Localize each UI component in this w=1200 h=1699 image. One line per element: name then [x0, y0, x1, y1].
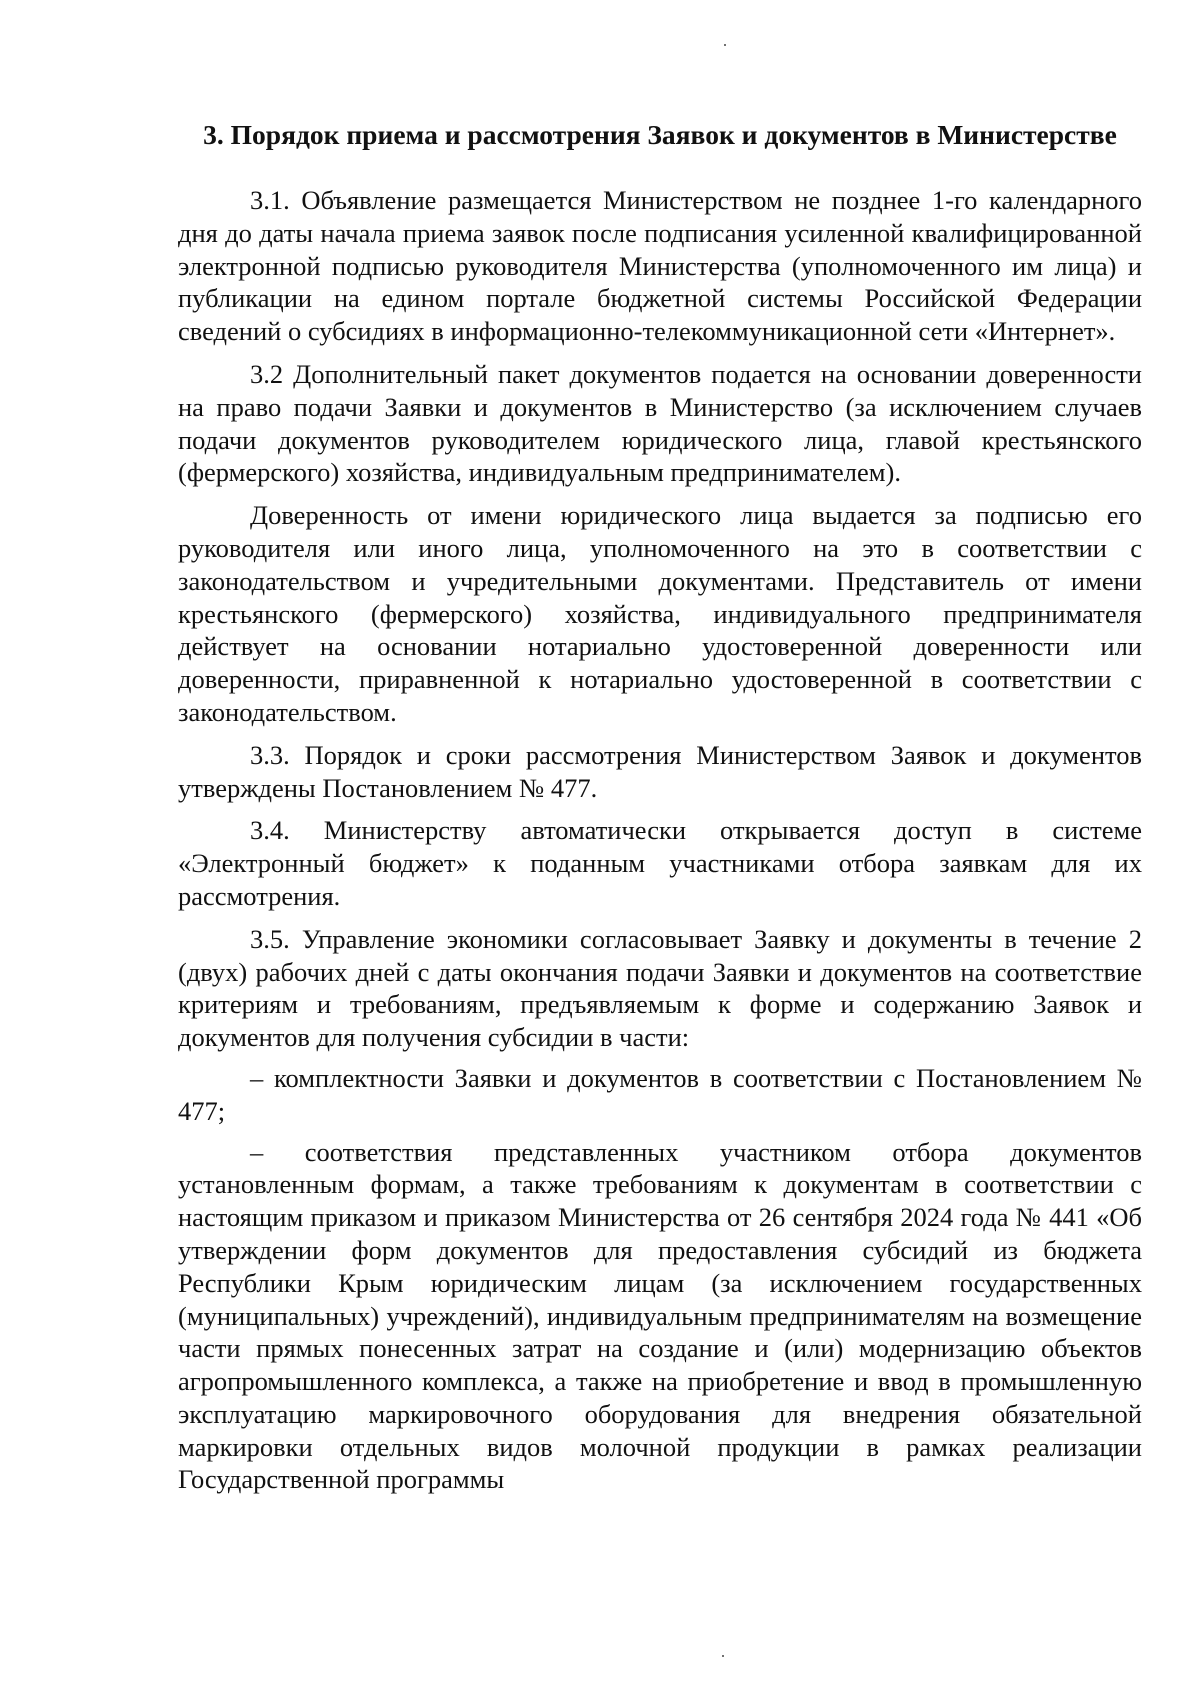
list-item-compliance: – соответствия представленных участником отбора документов установленным формам, а также требованиям к документам в соответствии с настоящим приказом и приказом Министерства от 26 сентября 2024 года № 441 «Об утверждении форм документов для предоставления субсидий из бюджета Республики Крым юридическим лицам (за исключением государственных (муниципальных) учреждений), индивидуальным предпринимателям на возмещение части прямых понесенных затрат на создание и (или) модернизацию объектов агропромышленного комплекса, а также на приобретение и ввод в промышленную эксплуатацию маркировочного оборудования для внедрения обязательной маркировки отдельных видов молочной продукции в рамках реализации Государственной программы: [178, 1136, 1142, 1495]
paragraph-3-3: 3.3. Порядок и сроки рассмотрения Министерством Заявок и документов утверждены Постановлением № 477.: [178, 739, 1142, 803]
paragraph-3-4: 3.4. Министерству автоматически открывается доступ в системе «Электронный бюджет» к поданным участниками отбора заявкам для их рассмотрения.: [178, 815, 1142, 911]
scan-speck-top: [724, 44, 726, 46]
section-heading: 3. Порядок приема и рассмотрения Заявок и документов в Министерстве: [203, 119, 1117, 150]
paragraph-3-2: 3.2 Дополнительный пакет документов подается на основании доверенности на право подачи Заявки и документов в Министерство (за исключением случаев подачи документов руководителем юридического лица, главой крестьянского (фермерского) хозяйства, индивидуальным предпринимателем).: [178, 358, 1142, 488]
paragraph-power-of-attorney: Доверенность от имени юридического лица выдается за подписью его руководителя или иного лица, уполномоченного на это в соответствии с законодательством и учредительными документами. Представитель от имени крестьянского (фермерского) хозяйства, индивидуального предпринимателя действует на основании нотариально удостоверенной доверенности или доверенности, приравненной к нотариально удостоверенной в соответствии с законодательством.: [178, 500, 1142, 727]
paragraph-3-5: 3.5. Управление экономики согласовывает Заявку и документы в течение 2 (двух) рабочих дней с даты окончания подачи Заявки и документов на соответствие критериям и требованиям, предъявляемым к форме и содержанию Заявок и документов для получения субсидии в части:: [178, 923, 1142, 1053]
paragraph-3-1: 3.1. Объявление размещается Министерством не позднее 1-го календарного дня до даты начала приема заявок после подписания усиленной квалифицированной электронной подписью руководителя Министерства (уполномоченного им лица) и публикации на едином портале бюджетной системы Российской Федерации сведений о субсидиях в информационно-телекоммуникационной сети «Интернет».: [178, 185, 1142, 347]
scan-speck-bottom: [722, 1655, 724, 1657]
list-item-completeness: – комплектности Заявки и документов в соответствии с Постановлением № 477;: [178, 1062, 1142, 1126]
document-page: [178, 118, 1142, 1506]
